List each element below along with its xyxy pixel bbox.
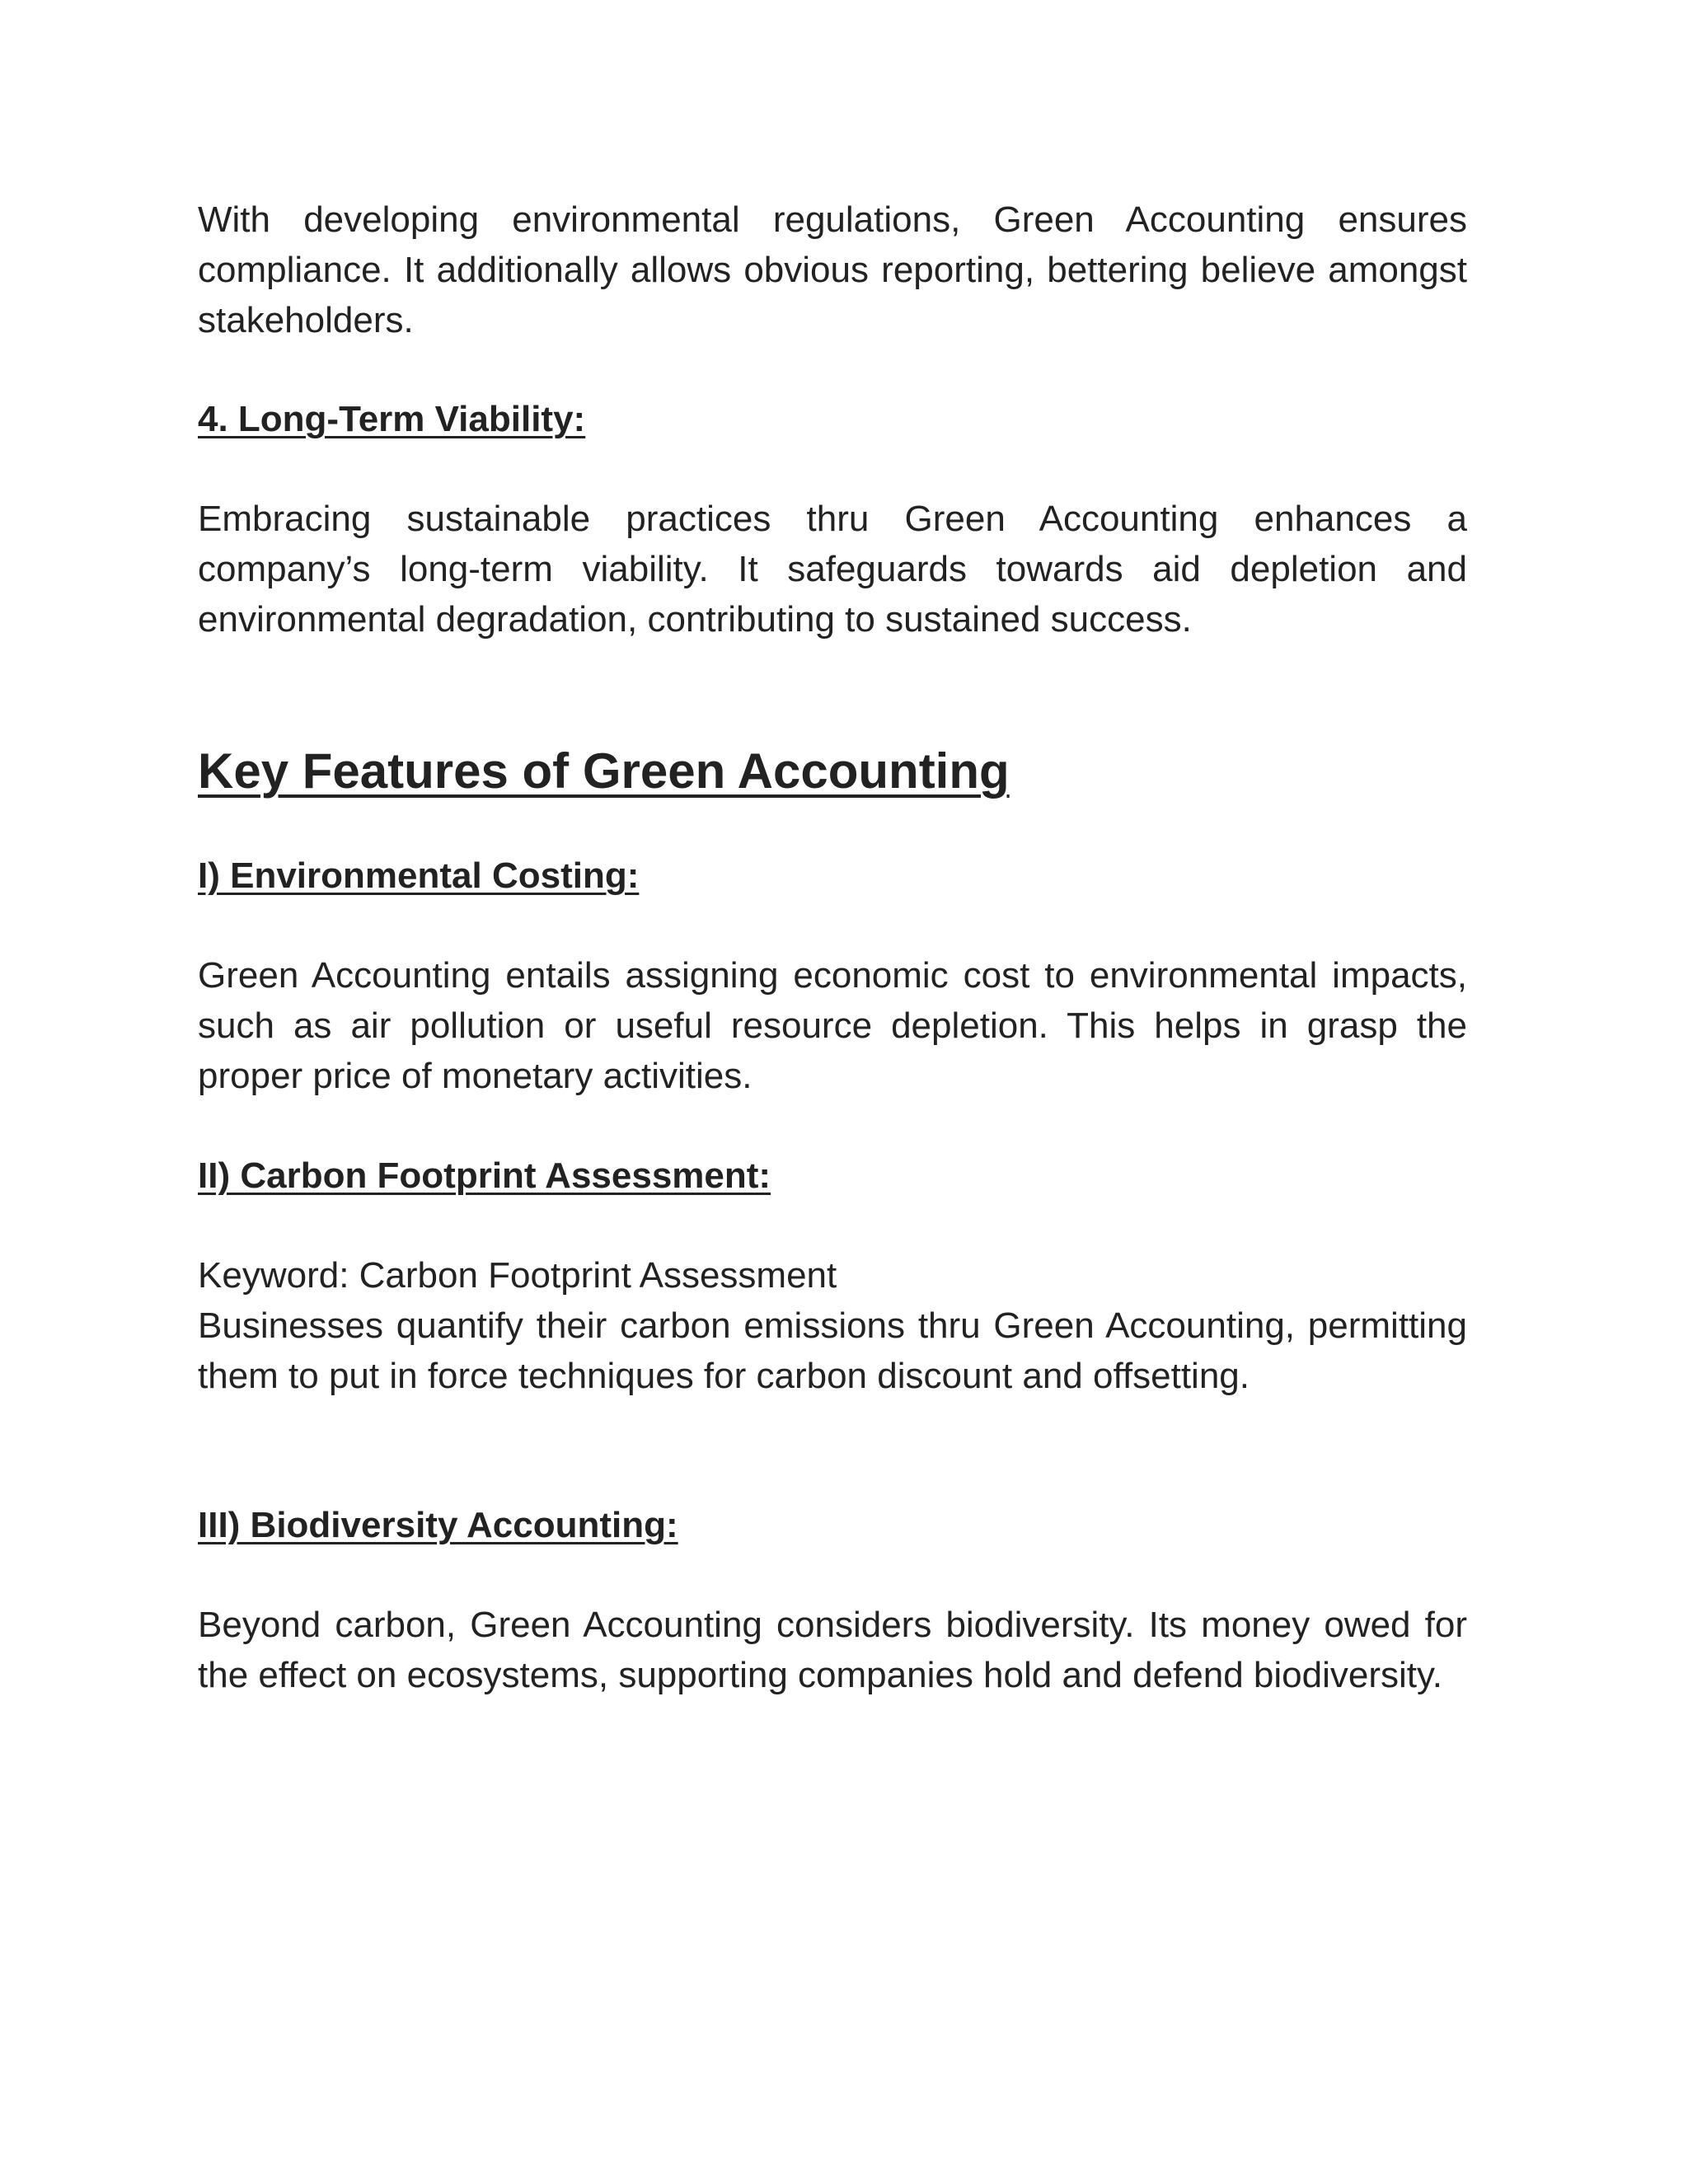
feature-1-title: I) Environmental Costing: <box>198 855 640 896</box>
feature-2-title: II) Carbon Footprint Assessment: <box>198 1155 771 1196</box>
feature-3-paragraph: Beyond carbon, Green Accounting considers biodiversity. Its money owed for the effect on ecosystems, supporting companies hold and defend biodiversity. <box>198 1605 1467 1695</box>
feature-2-paragraph: Businesses quantify their carbon emissions thru Green Accounting, permitting them to put in force techniques for carbon discount and offsetting. <box>198 1305 1467 1396</box>
feature-3-title: III) Biodiversity Accounting: <box>198 1505 678 1545</box>
section-4-paragraph: Embracing sustainable practices thru Green Accounting enhances a company’s long-term viability. It safeguards towards aid depletion and environmental degradation, contributing to sustained success. <box>198 499 1467 640</box>
section-4-title: 4. Long-Term Viability: <box>198 399 586 439</box>
key-features-heading: Key Features of Green Accounting <box>198 743 1010 799</box>
intro-paragraph: With developing environmental regulations, Green Accounting ensures compliance. It additionally allows obvious reporting, bettering believe amongst stakeholders. <box>198 199 1467 340</box>
feature-2-keyword: Keyword: Carbon Footprint Assessment <box>198 1255 837 1296</box>
feature-1-paragraph: Green Accounting entails assigning economic cost to environmental impacts, such as air pollution or useful resource depletion. This helps in grasp the proper price of monetary activities. <box>198 955 1467 1096</box>
